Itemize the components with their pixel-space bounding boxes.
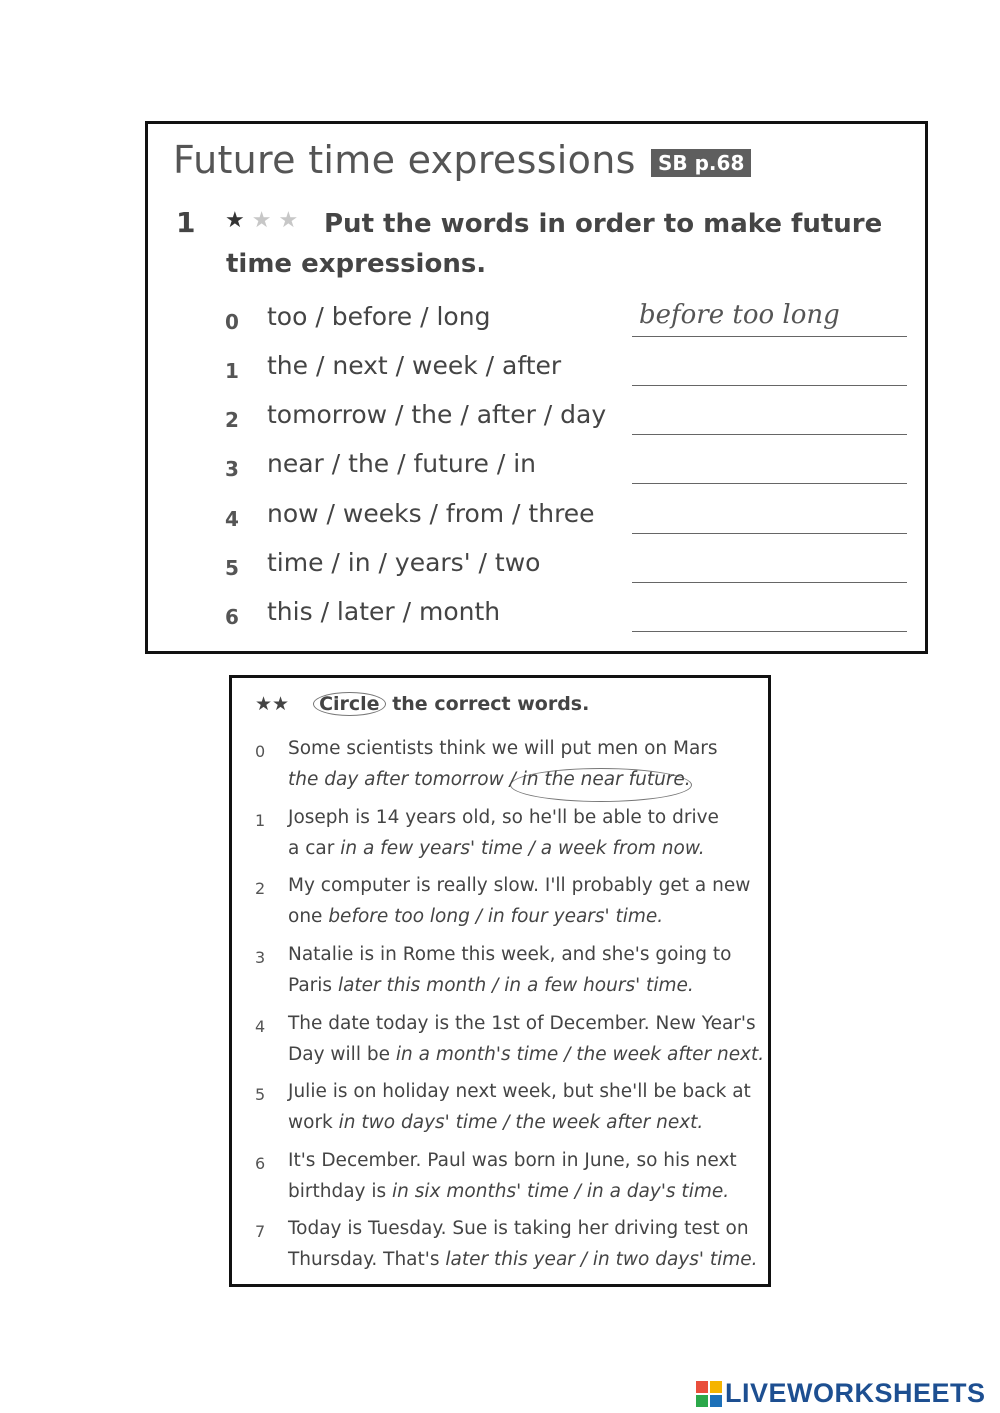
liveworksheets-logo (696, 1378, 986, 1412)
question-number: 3 (225, 457, 239, 481)
answer-field[interactable] (632, 533, 907, 534)
question-row (225, 597, 915, 637)
exercise-1-box (145, 121, 928, 654)
scrambled-words: near / the / future / in (267, 449, 536, 478)
answer-field[interactable] (632, 385, 907, 386)
answer-field[interactable] (632, 631, 907, 632)
scrambled-words: tomorrow / the / after / day (267, 400, 607, 429)
item-number: 5 (255, 1085, 266, 1104)
word-options[interactable]: in six months' time / in a day's time. (392, 1181, 730, 1202)
scrambled-words: too / before / long (267, 302, 491, 331)
sentence-line: It's December. Paul was born in June, so his next (288, 1150, 737, 1171)
question-row (225, 499, 915, 539)
question-row (225, 449, 915, 489)
sentence-line: My computer is really slow. I'll probably get a new (288, 875, 751, 896)
sentence-line: The date today is the 1st of December. New Year's (288, 1013, 756, 1034)
sentence-line: Today is Tuesday. Sue is taking her driving test on (288, 1218, 749, 1239)
question-number: 0 (225, 310, 239, 334)
scrambled-words: the / next / week / after (267, 351, 562, 380)
sentence-line: a car in a few years' time / a week from now. (288, 838, 705, 859)
logo-icon (696, 1381, 722, 1407)
star-icon: ★ (251, 208, 272, 233)
sb-page-reference: SB p.68 (651, 149, 751, 177)
question-number: 4 (225, 507, 239, 531)
question-number: 6 (225, 605, 239, 629)
sentence-line: Paris later this month / in a few hours' time. (288, 975, 694, 996)
word-options[interactable]: later this year / in two days' time. (445, 1249, 758, 1270)
question-row (225, 400, 915, 440)
sentence-line: birthday is in six months' time / in a day's time. (288, 1181, 730, 1202)
sentence-line: Joseph is 14 years old, so he'll be able to drive (288, 807, 719, 828)
sentence-line: Day will be in a month's time / the week after next. (288, 1044, 765, 1065)
word-options[interactable]: before too long / in four years' time. (328, 906, 664, 927)
word-options[interactable]: in two days' time / the week after next. (338, 1112, 704, 1133)
answer-field[interactable] (632, 434, 907, 435)
item-number: 0 (255, 742, 266, 761)
logo-text: LIVEWORKSHEETS (725, 1378, 986, 1408)
question-number: 2 (225, 408, 239, 432)
section-title: Future time expressions (173, 138, 636, 182)
exercise-2-box (229, 675, 771, 1287)
question-row (225, 351, 915, 391)
item-number: 7 (255, 1222, 266, 1241)
sentence-line (288, 768, 691, 792)
question-row (225, 302, 915, 342)
exercise-number: 1 (176, 206, 196, 239)
instruction: Put the words in order to make future time expressions. (226, 209, 883, 279)
exercise-2-heading (255, 692, 589, 716)
circle-word: Circle (313, 692, 386, 716)
scrambled-words: time / in / years' / two (267, 548, 541, 577)
question-number: 1 (225, 359, 239, 383)
word-options[interactable]: the day after tomorrow / in the near future. (288, 769, 691, 790)
answer-field[interactable] (632, 582, 907, 583)
answer-line (632, 336, 907, 337)
sentence-line: one before too long / in four years' time. (288, 906, 664, 927)
sentence-line: work in two days' time / the week after next. (288, 1112, 704, 1133)
sentence-line: Thursday. That's later this year / in two days' time. (288, 1249, 758, 1270)
sentence-line: Some scientists think we will put men on Mars (288, 738, 718, 759)
sentence-line: Julie is on holiday next week, but she'll be back at (288, 1081, 751, 1102)
scrambled-words: this / later / month (267, 597, 501, 626)
item-number: 1 (255, 811, 266, 830)
example-answer: before too long (639, 300, 840, 330)
star-icon: ★ (225, 208, 245, 233)
item-number: 4 (255, 1017, 266, 1036)
star-icon: ★ (278, 208, 299, 233)
scrambled-words: now / weeks / from / three (267, 499, 595, 528)
question-row (225, 548, 915, 588)
difficulty-stars: ★★ (255, 693, 290, 715)
item-number: 3 (255, 948, 266, 967)
sentence-line: Natalie is in Rome this week, and she's going to (288, 944, 732, 965)
item-number: 6 (255, 1154, 266, 1173)
word-options[interactable]: in a month's time / the week after next. (395, 1044, 765, 1065)
item-number: 2 (255, 879, 266, 898)
instruction: the correct words. (392, 693, 590, 715)
word-options[interactable]: later this month / in a few hours' time. (337, 975, 694, 996)
answer-field[interactable] (632, 483, 907, 484)
question-number: 5 (225, 556, 239, 580)
word-options[interactable]: in a few years' time / a week from now. (340, 838, 705, 859)
